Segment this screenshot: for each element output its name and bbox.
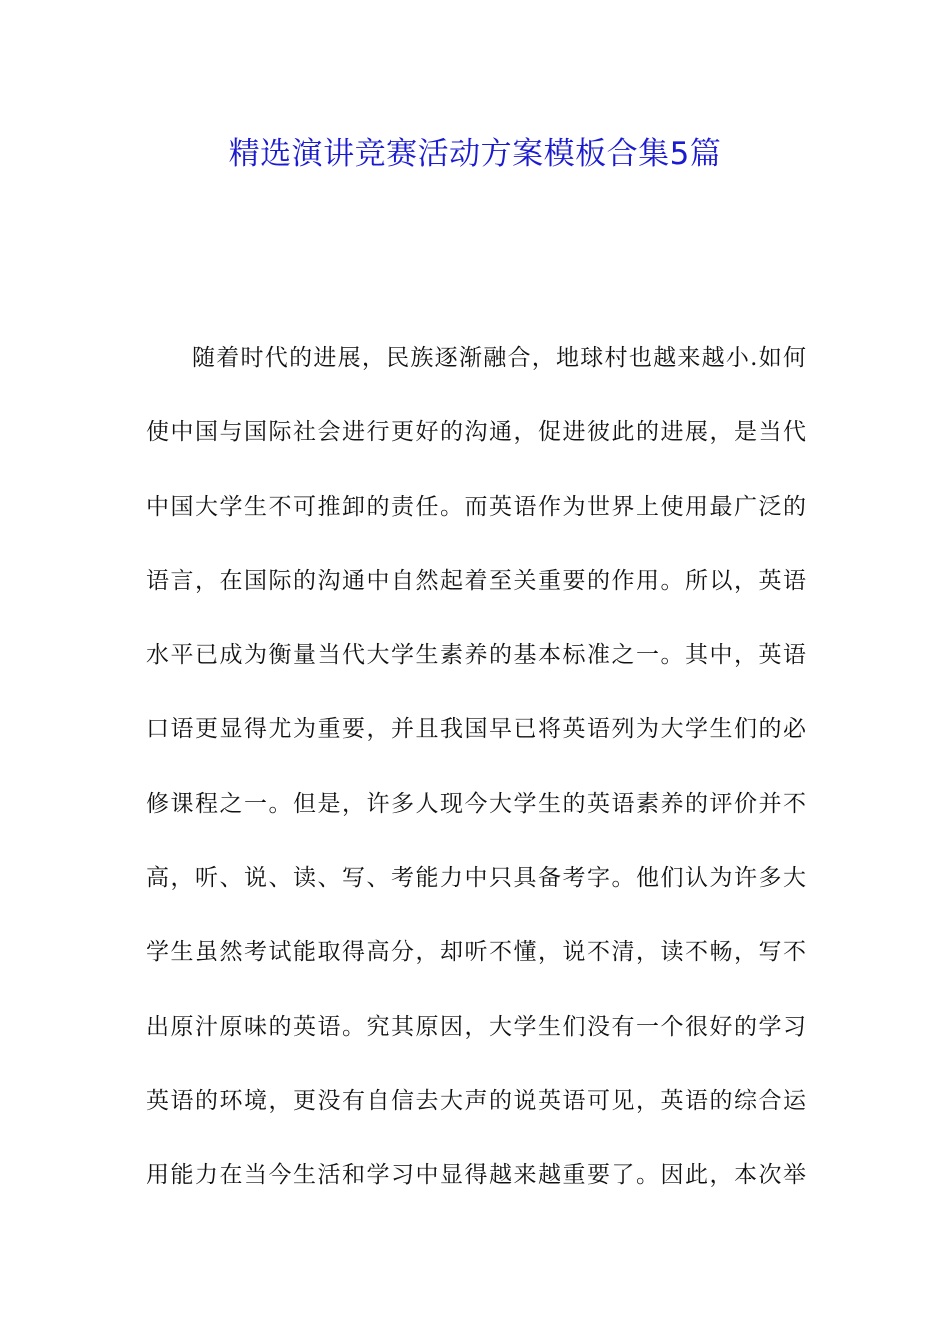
body-paragraph [146, 332, 806, 1224]
paragraph-line: 英语的环境，更没有自信去大声的说英语可见，英语的综合运 [146, 1087, 806, 1114]
paragraph-line: 中国大学生不可推卸的责任。而英语作为世界上使用最广泛的 [146, 493, 806, 520]
paragraph-line: 随着时代的进展，民族逐渐融合，地球村也越来越小.如何 [192, 345, 806, 371]
paragraph-line: 修课程之一。但是，许多人现今大学生的英语素养的评价并不 [146, 790, 806, 817]
paragraph-line: 用能力在当今生活和学习中显得越来越重要了。因此，本次举 [146, 1162, 806, 1189]
document-title: 精选演讲竞赛活动方案模板合集5篇 [228, 136, 722, 172]
paragraph-line: 高，听、说、读、写、考能力中只具备考字。他们认为许多大 [146, 865, 806, 892]
paragraph-line: 水平已成为衡量当代大学生素养的基本标准之一。其中，英语 [146, 642, 806, 669]
paragraph-line: 语言，在国际的沟通中自然起着至关重要的作用。所以，英语 [146, 567, 806, 594]
paragraph-line: 使中国与国际社会进行更好的沟通，促进彼此的进展，是当代 [146, 419, 806, 446]
paragraph-line: 出原汁原味的英语。究其原因，大学生们没有一个很好的学习 [146, 1013, 806, 1040]
paragraph-line: 口语更显得尤为重要，并且我国早已将英语列为大学生们的必 [146, 716, 806, 743]
paragraph-line: 学生虽然考试能取得高分，却听不懂，说不清，读不畅，写不 [146, 939, 806, 966]
